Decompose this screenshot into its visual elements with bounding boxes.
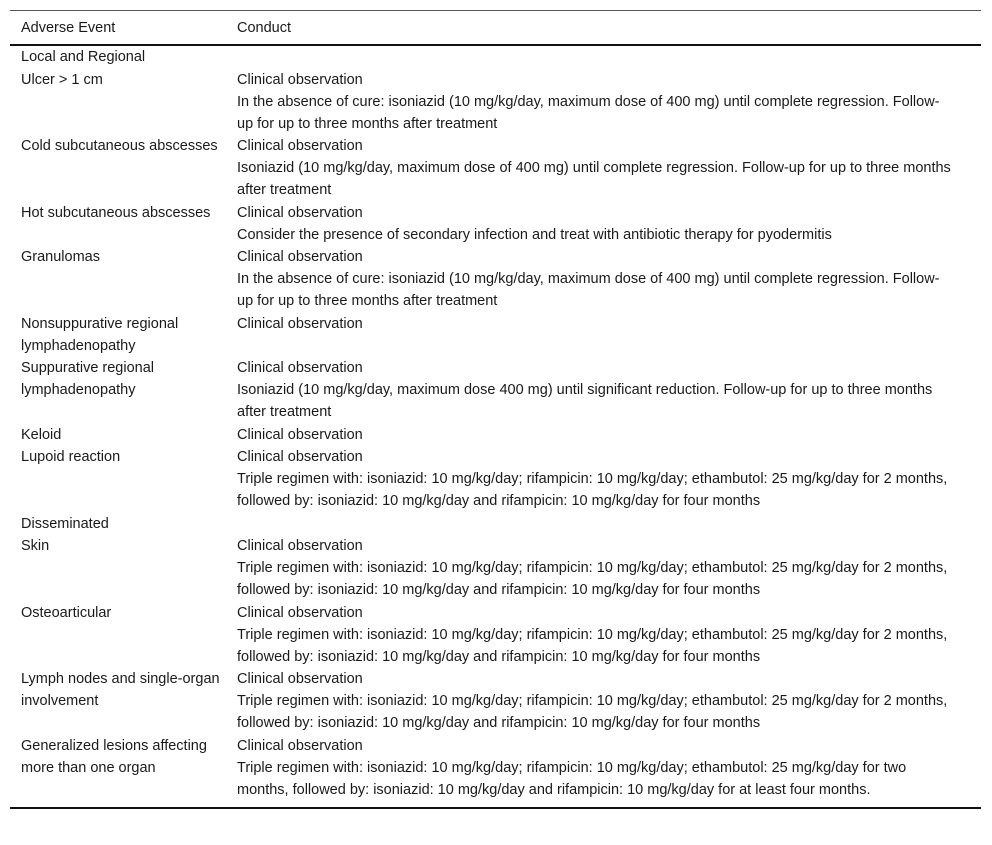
table-row xyxy=(10,202,981,247)
table-row xyxy=(10,535,981,602)
adverse-event-cell: Hot subcutaneous abscesses xyxy=(21,204,211,221)
conduct-line: Clinical observation xyxy=(237,71,363,88)
conduct-cell xyxy=(237,424,981,447)
adverse-event-cell: Generalized lesions affecting more than one organ xyxy=(21,737,207,776)
table-row xyxy=(10,735,981,808)
header-adverse-event: Adverse Event xyxy=(21,20,116,36)
table-row xyxy=(10,513,981,536)
table-row xyxy=(10,69,981,136)
conduct-cell xyxy=(237,602,981,669)
adverse-event-cell: Disseminated xyxy=(21,515,109,532)
conduct-line: Clinical observation xyxy=(237,737,363,754)
conduct-cell xyxy=(237,535,981,602)
table-body xyxy=(10,45,981,808)
adverse-event-cell: Skin xyxy=(21,538,50,554)
conduct-line: Triple regimen with: isoniazid: 10 mg/kg/day; rifampicin: 10 mg/kg/day; ethambutol: 25 mg/kg/day for 2 months, followed by: isoniazid: 10 mg/kg/day and rifampicin: 10 mg/kg/day for four months xyxy=(237,626,948,665)
conduct-line: Clinical observation xyxy=(237,204,363,221)
conduct-cell xyxy=(237,446,981,513)
table-row xyxy=(10,424,981,447)
conduct-line: Triple regimen with: isoniazid: 10 mg/kg/day; rifampicin: 10 mg/kg/day; ethambutol: 25 mg/kg/day for two months, followed by: isoniazid: 10 mg/kg/day and rifampicin: 10 mg/kg/day for at least four months. xyxy=(237,759,907,798)
adverse-event-cell: Keloid xyxy=(21,426,62,443)
conduct-cell xyxy=(237,735,981,808)
conduct-cell xyxy=(237,45,981,69)
conduct-cell xyxy=(237,513,981,536)
conduct-cell xyxy=(237,668,981,735)
adverse-event-cell: Lupoid reaction xyxy=(21,449,121,465)
adverse-event-cell: Suppurative regional lymphadenopathy xyxy=(21,360,155,398)
conduct-line: Clinical observation xyxy=(237,360,363,376)
conduct-cell xyxy=(237,246,981,313)
table-row xyxy=(10,45,981,69)
conduct-line: Triple regimen with: isoniazid: 10 mg/kg/day; rifampicin: 10 mg/kg/day; ethambutol: 25 mg/kg/day for 2 months, followed by: isoniazid: 10 mg/kg/day and rifampicin: 10 mg/kg/day for four months xyxy=(237,560,948,598)
adverse-event-cell: Lymph nodes and single-organ involvement xyxy=(21,671,220,709)
table-row xyxy=(10,446,981,513)
conduct-line: Clinical observation xyxy=(237,138,363,154)
adverse-event-cell: Granulomas xyxy=(21,249,100,265)
table-row xyxy=(10,135,981,202)
conduct-cell xyxy=(237,69,981,136)
conduct-line: Consider the presence of secondary infection and treat with antibiotic therapy for pyodermitis xyxy=(237,226,832,243)
conduct-cell xyxy=(237,202,981,247)
conduct-line: In the absence of cure: isoniazid (10 mg/kg/day, maximum dose of 400 mg) until complete regression. Follow-up for up to three months after treatment xyxy=(237,93,940,132)
conduct-line: Clinical observation xyxy=(237,604,363,621)
conduct-line: Triple regimen with: isoniazid: 10 mg/kg/day; rifampicin: 10 mg/kg/day; ethambutol: 25 mg/kg/day for 2 months, followed by: isoniazid: 10 mg/kg/day and rifampicin: 10 mg/kg/day for four months xyxy=(237,471,948,509)
table-row xyxy=(10,602,981,669)
conduct-line: Clinical observation xyxy=(237,671,363,687)
conduct-cell xyxy=(237,313,981,358)
conduct-line: Clinical observation xyxy=(237,538,363,554)
conduct-line: Clinical observation xyxy=(237,249,363,265)
conduct-line: Isoniazid (10 mg/kg/day, maximum dose 400 mg) until significant reduction. Follow-up for up to three months after treatment xyxy=(237,382,933,420)
conduct-line: Clinical observation xyxy=(237,449,363,465)
conduct-line: Isoniazid (10 mg/kg/day, maximum dose of 400 mg) until complete regression. Follow-up for up to three months after treatment xyxy=(237,160,951,198)
conduct-cell xyxy=(237,357,981,424)
conduct-line: Clinical observation xyxy=(237,426,363,443)
adverse-events-table xyxy=(10,10,981,809)
table-row xyxy=(10,246,981,313)
adverse-event-cell: Nonsuppurative regional lymphadenopathy xyxy=(21,315,179,354)
table-row xyxy=(10,668,981,735)
adverse-event-cell: Osteoarticular xyxy=(21,604,112,621)
adverse-event-cell: Ulcer > 1 cm xyxy=(21,71,103,88)
table-row xyxy=(10,313,981,358)
table-row xyxy=(10,357,981,424)
table-header-row xyxy=(10,11,981,46)
conduct-line: In the absence of cure: isoniazid (10 mg/kg/day, maximum dose of 400 mg) until complete regression. Follow-up for up to three months after treatment xyxy=(237,271,940,309)
adverse-event-cell: Cold subcutaneous abscesses xyxy=(21,138,218,154)
header-conduct: Conduct xyxy=(237,20,292,36)
adverse-event-cell: Local and Regional xyxy=(21,49,146,65)
conduct-line: Clinical observation xyxy=(237,315,363,332)
conduct-line: Triple regimen with: isoniazid: 10 mg/kg/day; rifampicin: 10 mg/kg/day; ethambutol: 25 mg/kg/day for 2 months, followed by: isoniazid: 10 mg/kg/day and rifampicin: 10 mg/kg/day for four months xyxy=(237,693,948,731)
conduct-cell xyxy=(237,135,981,202)
